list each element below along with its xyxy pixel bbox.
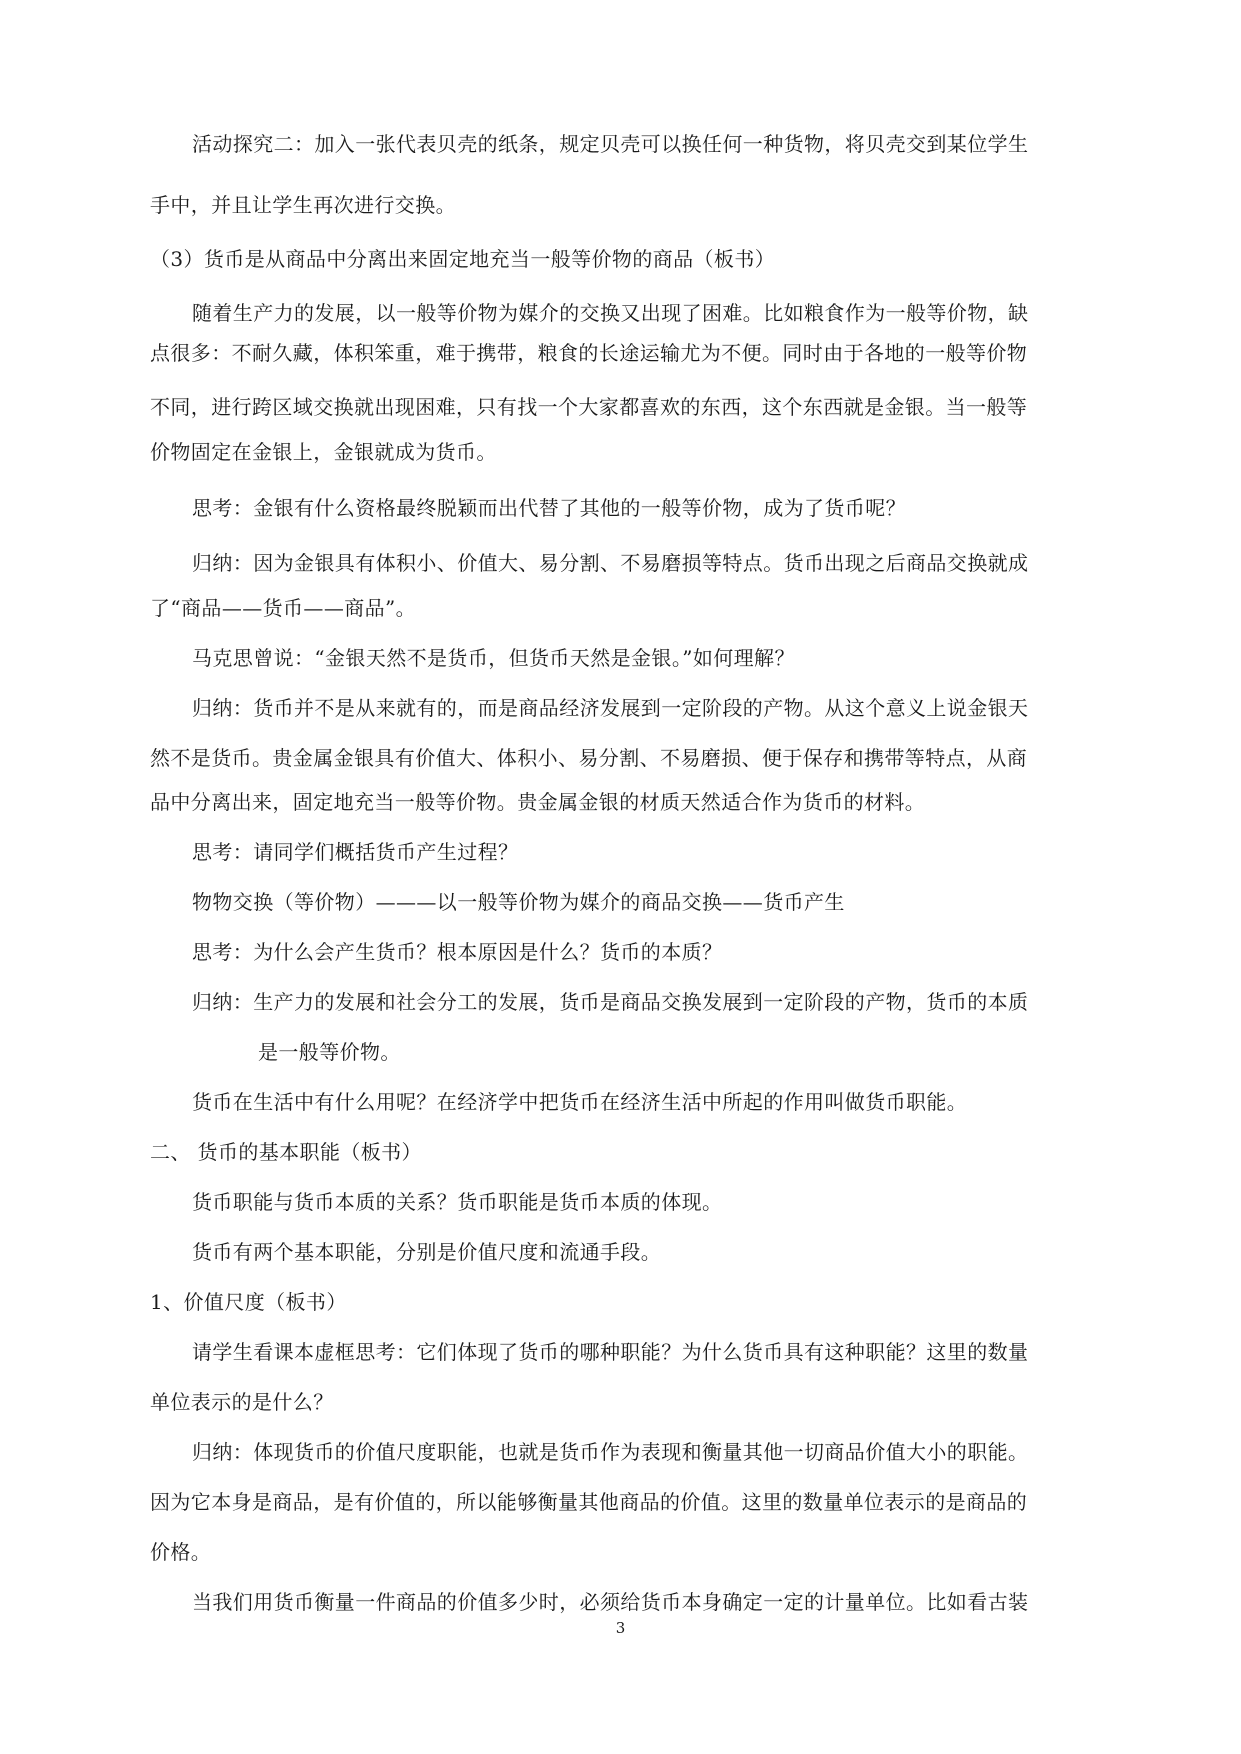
text-line: 思考：金银有什么资格最终脱颖而出代替了其他的一般等价物，成为了货币呢？ (192, 496, 906, 520)
text-line: 随着生产力的发展，以一般等价物为媒介的交换又出现了困难。比如粮食作为一般等价物，缺 (192, 301, 1029, 325)
subsection-heading: 1、价值尺度（板书） (150, 1290, 347, 1314)
text-line: 手中，并且让学生再次进行交换。 (150, 193, 456, 217)
text-line: 不同，进行跨区域交换就出现困难，只有找一个大家都喜欢的东西，这个东西就是金银。当一般等 (150, 395, 1028, 419)
text-line: 了“商品——货币——商品”。 (150, 596, 417, 620)
text-line: 是一般等价物。 (258, 1040, 401, 1064)
section-heading: （3）货币是从商品中分离出来固定地充当一般等价物的商品（板书） (150, 247, 776, 271)
text-line: 思考：为什么会产生货币？根本原因是什么？货币的本质？ (192, 940, 723, 964)
text-line: 当我们用货币衡量一件商品的价值多少时，必须给货币本身确定一定的计量单位。比如看古装 (192, 1590, 1029, 1614)
text-line: 归纳：体现货币的价值尺度职能，也就是货币作为表现和衡量其他一切商品价值大小的职能。 (192, 1440, 1029, 1464)
text-line: 品中分离出来，固定地充当一般等价物。贵金属金银的材质天然适合作为货币的材料。 (150, 790, 926, 814)
text-line: 物物交换（等价物）———以一般等价物为媒介的商品交换——货币产生 (192, 890, 845, 914)
text-line: 马克思曾说：“金银天然不是货币，但货币天然是金银。”如何理解？ (192, 646, 795, 670)
text-line: 价格。 (150, 1540, 212, 1564)
text-line: 货币有两个基本职能，分别是价值尺度和流通手段。 (192, 1240, 662, 1264)
text-line: 货币职能与货币本质的关系？货币职能是货币本质的体现。 (192, 1190, 723, 1214)
text-line: 因为它本身是商品，是有价值的，所以能够衡量其他商品的价值。这里的数量单位表示的是商品的 (150, 1490, 1028, 1514)
text-line: 点很多：不耐久藏，体积笨重，难于携带，粮食的长途运输尤为不便。同时由于各地的一般等价物 (150, 341, 1028, 365)
text-line: 然不是货币。贵金属金银具有价值大、体积小、易分割、不易磨损、便于保存和携带等特点，从商 (150, 746, 1028, 770)
text-line: 归纳：生产力的发展和社会分工的发展，货币是商品交换发展到一定阶段的产物，货币的本质 (192, 990, 1029, 1014)
text-line: 价物固定在金银上，金银就成为货币。 (150, 440, 497, 464)
text-line: 归纳：货币并不是从来就有的，而是商品经济发展到一定阶段的产物。从这个意义上说金银天 (192, 696, 1029, 720)
text-line: 货币在生活中有什么用呢？在经济学中把货币在经济生活中所起的作用叫做货币职能。 (192, 1090, 968, 1114)
page-number: 3 (615, 1619, 626, 1637)
text-line: 归纳：因为金银具有体积小、价值大、易分割、不易磨损等特点。货币出现之后商品交换就成 (192, 551, 1029, 575)
section-heading: 二、 货币的基本职能（板书） (150, 1140, 422, 1164)
text-line: 思考：请同学们概括货币产生过程？ (192, 840, 519, 864)
text-line: 请学生看课本虚框思考：它们体现了货币的哪种职能？为什么货币具有这种职能？这里的数量 (192, 1340, 1029, 1364)
text-line: 活动探究二：加入一张代表贝壳的纸条，规定贝壳可以换任何一种货物，将贝壳交到某位学生 (192, 132, 1029, 156)
text-line: 单位表示的是什么？ (150, 1390, 334, 1414)
